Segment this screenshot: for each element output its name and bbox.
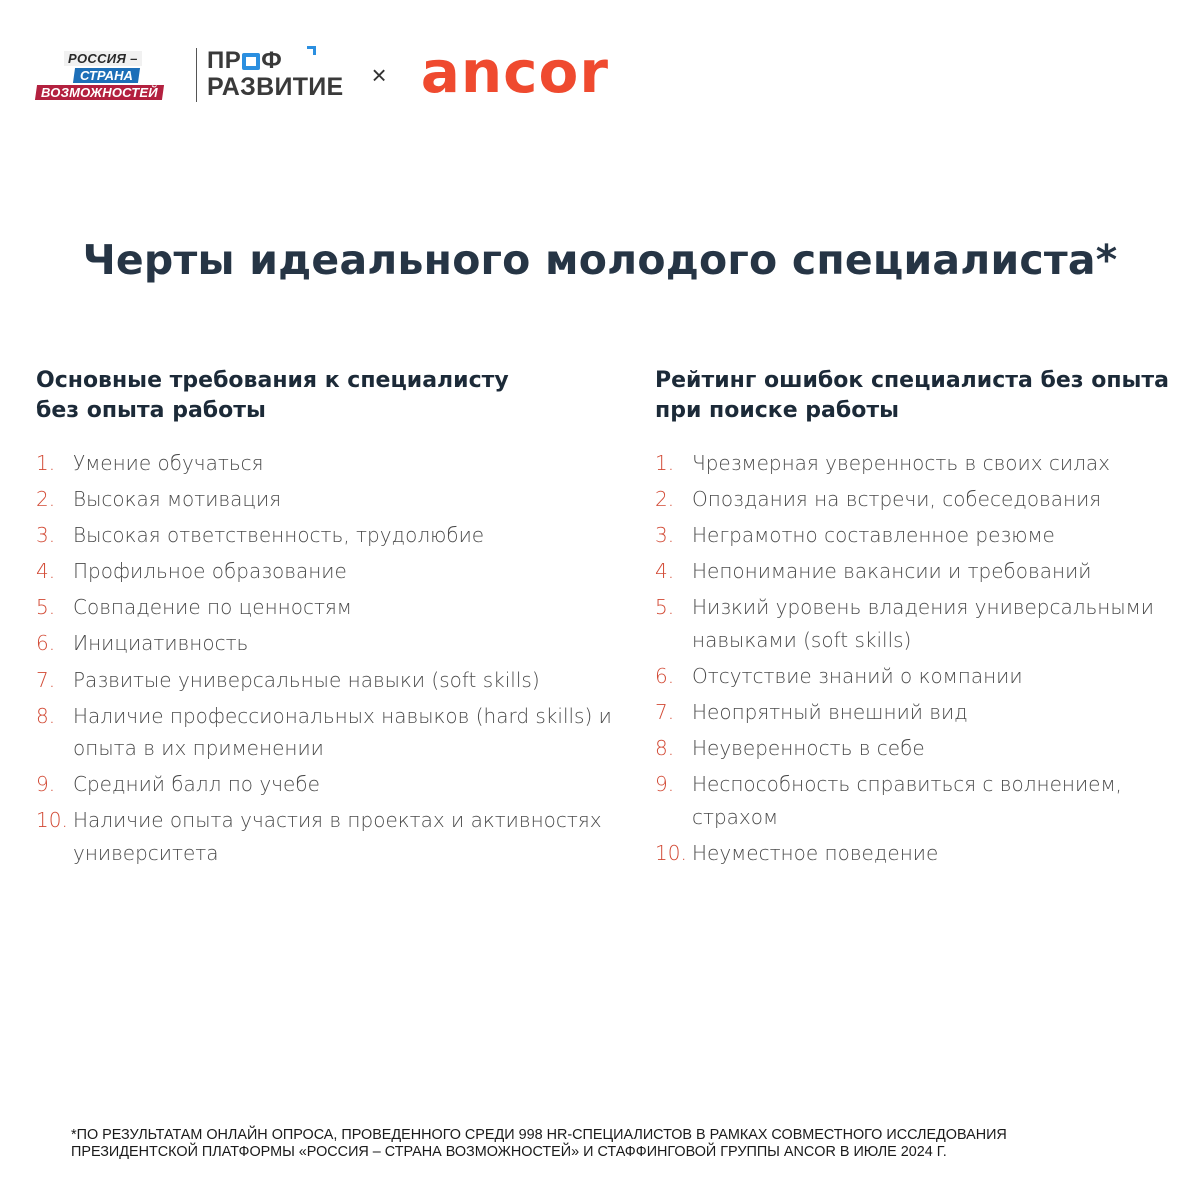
logo-divider bbox=[196, 48, 197, 102]
list-item: 3. Высокая ответственность, трудолюбие bbox=[36, 523, 485, 548]
list-item: 2. Опоздания на встречи, собеседования bbox=[655, 487, 1102, 512]
list-item: 7. Развитые универсальные навыки (soft skills) bbox=[36, 667, 540, 692]
list-item: 3. Неграмотно составленное резюме bbox=[655, 523, 1055, 548]
list-item: 6. Отсутствие знаний о компании bbox=[655, 663, 1023, 688]
requirements-list bbox=[36, 447, 626, 869]
list-item: 10. Неуместное поведение bbox=[655, 840, 939, 865]
list-item: 8. Неуверенность в себе bbox=[655, 736, 925, 761]
list-item: 7. Неопрятный внешний вид bbox=[655, 700, 968, 725]
logo-russia-line1: РОССИЯ – bbox=[64, 51, 142, 66]
mistakes-list bbox=[655, 447, 1190, 869]
russia-land-of-opportunity-logo bbox=[36, 47, 176, 103]
mistakes-heading: Рейтинг ошибок специалиста без опыта при поиске работы bbox=[655, 368, 1170, 423]
list-item: 1. Умение обучаться bbox=[36, 451, 264, 475]
logo-prof-corner-icon bbox=[307, 46, 316, 55]
header-logos bbox=[36, 38, 609, 106]
logo-prof-square-icon bbox=[242, 53, 260, 70]
list-item: 9. Средний балл по учебе bbox=[36, 772, 320, 797]
list-item: 2. Высокая мотивация bbox=[36, 487, 282, 512]
list-item: 1. Чрезмерная уверенность в своих силах bbox=[655, 451, 1110, 475]
requirements-column bbox=[36, 366, 626, 873]
footnote-line2: ПРЕЗИДЕНТСКОЙ ПЛАТФОРМЫ «РОССИЯ – СТРАНА ВОЗМОЖНОСТЕЙ» И СТАФФИНГОВОЙ ГРУППЫ ANCOR В ИЮЛЕ 2024 Г. bbox=[71, 1144, 947, 1160]
list-item: 6. Инициативность bbox=[36, 631, 249, 656]
collaboration-x-icon: × bbox=[371, 60, 387, 90]
logo-prof-row1: ПР Ф bbox=[207, 49, 344, 73]
logo-russia-line3: ВОЗМОЖНОСТЕЙ bbox=[35, 85, 164, 100]
survey-footnote bbox=[71, 1127, 1151, 1161]
logo-prof-row2: РАЗВИТИЕ bbox=[207, 73, 344, 101]
list-item: 8. Наличие профессиональных навыков (hard skills) и опыта в их применении bbox=[36, 703, 612, 761]
mistakes-column bbox=[655, 366, 1190, 873]
ancor-logo: ancor bbox=[420, 38, 609, 106]
list-item: 5. Низкий уровень владения универсальными навыками (soft skills) bbox=[655, 595, 1154, 652]
list-item: 10. Наличие опыта участия в проектах и активностях университета bbox=[36, 808, 602, 865]
requirements-heading: Основные требования к специалисту без опыта работы bbox=[36, 368, 509, 423]
list-item: 4. Профильное образование bbox=[36, 559, 347, 584]
prof-razvitie-logo bbox=[207, 49, 344, 101]
page-title: Черты идеального молодого специалиста* bbox=[82, 236, 1118, 284]
logo-russia-line2: СТРАНА bbox=[73, 68, 140, 83]
list-item: 4. Непонимание вакансии и требований bbox=[655, 559, 1092, 584]
list-item: 9. Неспособность справиться с волнением, страхом bbox=[655, 772, 1122, 829]
footnote-line1: *ПО РЕЗУЛЬТАТАМ ОНЛАЙН ОПРОСА, ПРОВЕДЕННОГО СРЕДИ 998 HR-СПЕЦИАЛИСТОВ В РАМКАХ СОВМЕСТНОГО ИССЛЕДОВАНИЯ bbox=[71, 1127, 1007, 1143]
list-item: 5. Совпадение по ценностям bbox=[36, 595, 352, 620]
